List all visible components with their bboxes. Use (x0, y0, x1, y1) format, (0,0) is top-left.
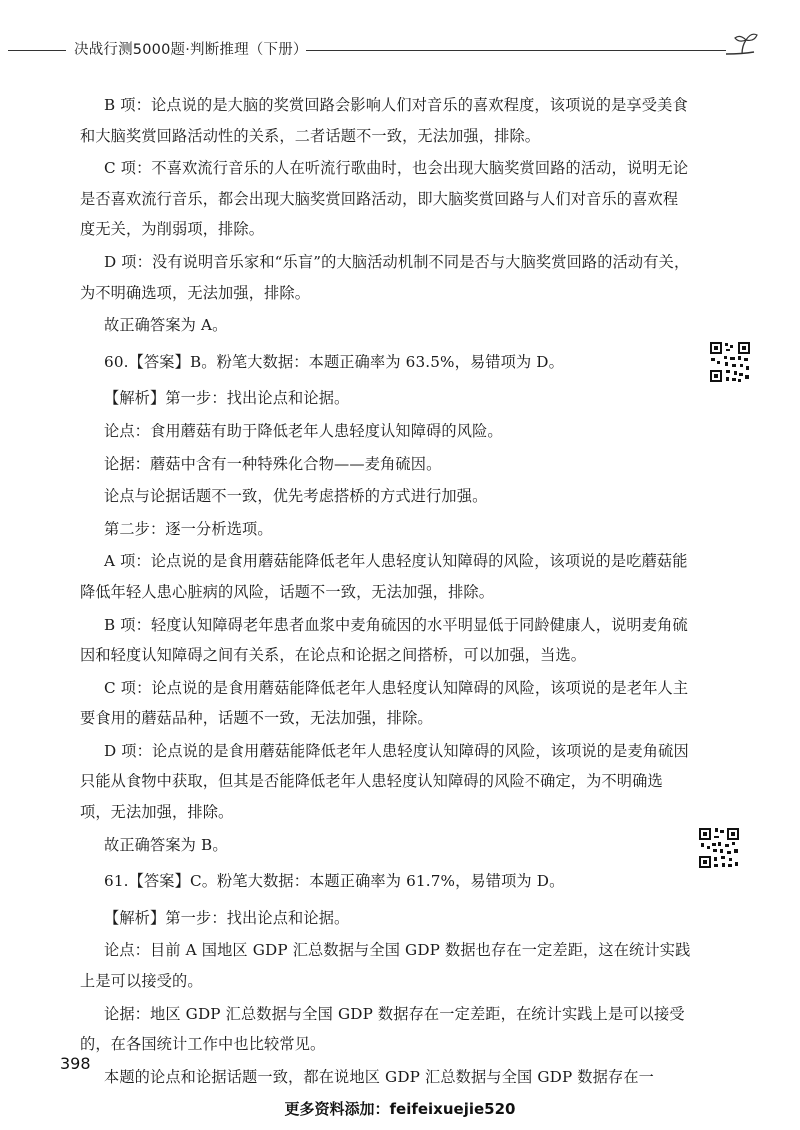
paragraph-60-option-c: C 项：论点说的是食用蘑菇能降低老年人患轻度认知障碍的风险，该项说的是老年人主要食用的蘑菇品种，话题不一致，无法加强，排除。 (80, 678, 689, 728)
paragraph-61-claim: 论点：目前 A 国地区 GDP 汇总数据与全国 GDP 数据也存在一定差距，这在统计实践上是可以接受的。 (80, 941, 691, 991)
page-body (80, 90, 692, 1092)
paragraph-61-answer-header: 61.【答案】C。粉笔大数据：本题正确率为 61.7%，易错项为 D。 (104, 872, 565, 891)
paragraph-60-analysis-step1: 【解析】第一步：找出论点和论据。 (104, 389, 350, 408)
paragraph-60-option-b: B 项：轻度认知障碍老年患者血浆中麦角硫因的水平明显低于同龄健康人，说明麦角硫因和轻度认知障碍之间有关系，在论点和论据之间搭桥，可以加强，当选。 (80, 615, 688, 665)
paragraph-60-answer-header: 60.【答案】B。粉笔大数据：本题正确率为 63.5%，易错项为 D。 (104, 352, 564, 371)
paragraph-60-option-d: D 项：论点说的是食用蘑菇能降低老年人患轻度认知障碍的风险，该项说的是麦角硫因只能从食物中获取，但其是否能降低老年人患轻度认知障碍的风险不确定，为不明确选项，无法加强，排除。 (80, 741, 689, 822)
qr-code-icon (697, 826, 741, 870)
sprout-icon (724, 30, 760, 62)
paragraph-61-analysis-step1: 【解析】第一步：找出论点和论据。 (104, 908, 350, 927)
paragraph-61-topic-note: 本题的论点和论据话题一致，都在说地区 GDP 汇总数据与全国 GDP 数据存在一 (104, 1067, 654, 1086)
paragraph-59-answer: 故正确答案为 A。 (104, 316, 228, 335)
paragraph-60-step2: 第二步：逐一分析选项。 (104, 519, 273, 538)
page-number: 398 (60, 1054, 91, 1073)
running-header (0, 28, 800, 68)
qr-code-61[interactable] (697, 826, 741, 870)
header-rule-left (8, 50, 66, 51)
paragraph-60-topic-note: 论点与论据话题不一致，优先考虑搭桥的方式进行加强。 (104, 487, 488, 506)
header-rule-right (306, 50, 726, 51)
footer-note: 更多资料添加：feifeixuejie520 (284, 1100, 516, 1118)
paragraph-60-evidence: 论据：蘑菇中含有一种特殊化合物——麦角硫因。 (104, 454, 442, 473)
paragraph-60-claim: 论点：食用蘑菇有助于降低老年人患轻度认知障碍的风险。 (104, 421, 503, 440)
qr-code-icon (708, 340, 752, 384)
paragraph-60-option-a: A 项：论点说的是食用蘑菇能降低老年人患轻度认知障碍的风险，该项说的是吃蘑菇能降低年轻人患心脏病的风险，话题不一致，无法加强，排除。 (80, 552, 688, 601)
paragraph-59-option-b: B 项：论点说的是大脑的奖赏回路会影响人们对音乐的喜欢程度，该项说的是享受美食和大脑奖赏回路活动性的关系，二者话题不一致，无法加强，排除。 (80, 96, 688, 145)
paragraph-59-option-c: C 项：不喜欢流行音乐的人在听流行歌曲时，也会出现大脑奖赏回路的活动，说明无论是否喜欢流行音乐，都会出现大脑奖赏回路活动，即大脑奖赏回路与人们对音乐的喜欢程度无关，为削弱项，排除。 (80, 159, 689, 239)
paragraph-61-evidence: 论据：地区 GDP 汇总数据与全国 GDP 数据存在一定差距，在统计实践上是可以接受的，在各国统计工作中也比较常见。 (80, 1004, 685, 1054)
book-title: 决战行测5000题·判断推理（下册） (74, 42, 308, 58)
paragraph-60-answer: 故正确答案为 B。 (104, 835, 228, 854)
paragraph-59-option-d: D 项：没有说明音乐家和“乐盲”的大脑活动机制不同是否与大脑奖赏回路的活动有关，为不明确选项，无法加强，排除。 (80, 252, 690, 302)
qr-code-60[interactable] (708, 340, 752, 384)
